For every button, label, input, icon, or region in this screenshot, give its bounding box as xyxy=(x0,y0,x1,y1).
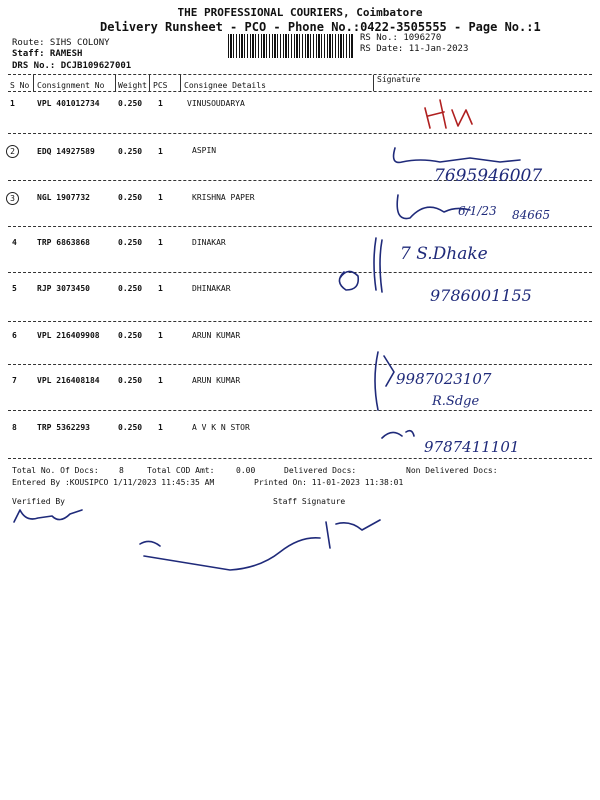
row-sno: 8 xyxy=(12,423,17,432)
drs-number: DRS No.: DCJB109627001 xyxy=(12,61,132,71)
row-pcs: 1 xyxy=(158,423,163,432)
signature-row4 xyxy=(339,238,382,292)
col-header-sno: S No xyxy=(10,81,30,90)
row-weight: 0.250 xyxy=(118,193,143,202)
row-pcs: 1 xyxy=(158,193,163,202)
row-consignment: VPL 216409908 xyxy=(37,331,100,340)
circled-number: 2 xyxy=(6,145,19,158)
col-header-consignment: Consignment No xyxy=(37,81,105,90)
row-sno: 7 xyxy=(12,376,17,385)
row-sno: 6 xyxy=(12,331,17,340)
row-pcs: 1 xyxy=(158,284,163,293)
row-consignment: VPL 216408184 xyxy=(37,376,100,385)
delivered-docs-label: Delivered Docs: xyxy=(284,466,357,475)
row-weight: 0.250 xyxy=(118,331,143,340)
row-consignee: ASPIN xyxy=(192,146,217,155)
handwritten-sign-row7: R.Sdge xyxy=(432,394,480,409)
row-consignment: EDQ 14927589 xyxy=(37,147,95,156)
signature-row8 xyxy=(382,431,414,438)
row-pcs: 1 xyxy=(158,238,163,247)
row-consignment: TRP 5362293 xyxy=(37,423,90,432)
row-consignment: TRP 6863868 xyxy=(37,238,90,247)
circled-number: 3 xyxy=(6,192,19,205)
rs-number: RS No.: 1096270 xyxy=(360,33,442,43)
row-consignment: NGL 1907732 xyxy=(37,193,90,202)
runsheet-subtitle: Delivery Runsheet - PCO - Phone No.:0422-3505555 - Page No.:1 xyxy=(100,20,541,34)
col-header-signature: Signature xyxy=(377,75,421,84)
col-header-consignee: Consignee Details xyxy=(184,81,266,90)
row-consignee: DHINAKAR xyxy=(192,284,231,293)
row-consignee: ARUN KUMAR xyxy=(192,331,241,340)
row-weight: 0.250 xyxy=(118,147,143,156)
handwritten-phone-row5: 9786001155 xyxy=(430,286,532,305)
rs-date: RS Date: 11-Jan-2023 xyxy=(360,44,469,54)
row-consignment: RJP 3073450 xyxy=(37,284,90,293)
row-consignment: VPL 401012734 xyxy=(37,99,100,108)
staff-signature xyxy=(140,520,380,570)
total-docs-label: Total No. Of Docs: xyxy=(12,466,99,475)
row-consignee: DINAKAR xyxy=(192,238,226,247)
signature-row7 xyxy=(375,352,394,410)
staff-signature-label: Staff Signature xyxy=(273,497,346,506)
verified-by-signature xyxy=(14,510,82,522)
total-cod-label: Total COD Amt: xyxy=(147,466,215,475)
staff-label: Staff: RAMESH xyxy=(12,49,83,59)
total-docs-value: 8 xyxy=(119,466,124,475)
row-consignee: A V K N STOR xyxy=(192,423,250,432)
col-header-weight: Weight xyxy=(118,81,147,90)
row-sno: 5 xyxy=(12,284,17,293)
row-weight: 0.250 xyxy=(118,284,143,293)
row-weight: 0.250 xyxy=(118,99,143,108)
row-weight: 0.250 xyxy=(118,238,143,247)
handwritten-name-row4: 7 S.Dhake xyxy=(400,244,488,264)
handwritten-date-row3: 6/1/23 xyxy=(458,204,497,218)
printed-on: Printed On: 11-01-2023 11:38:01 xyxy=(254,478,404,487)
row-pcs: 1 xyxy=(158,99,163,108)
signature-row1 xyxy=(425,100,472,128)
route-label: Route: SIHS COLONY xyxy=(12,38,110,48)
handwritten-phone-row8: 9787411101 xyxy=(424,438,520,456)
row-weight: 0.250 xyxy=(118,376,143,385)
row-consignee: VINUSOUDARYA xyxy=(187,99,245,108)
entered-by: Entered By :KOUSIPCO 1/11/2023 11:45:35 AM xyxy=(12,478,215,487)
handwritten-phone-row2: 7695946007 xyxy=(434,166,543,186)
row-weight: 0.250 xyxy=(118,423,143,432)
row-pcs: 1 xyxy=(158,147,163,156)
signature-row2 xyxy=(394,148,520,162)
handwritten-number-row3: 84665 xyxy=(512,208,551,222)
row-pcs: 1 xyxy=(158,376,163,385)
row-sno: 4 xyxy=(12,238,17,247)
row-consignee: ARUN KUMAR xyxy=(192,376,241,385)
col-header-pcs: PCS xyxy=(153,81,168,90)
row-consignee: KRISHNA PAPER xyxy=(192,193,255,202)
company-title: THE PROFESSIONAL COURIERS, Coimbatore xyxy=(177,6,423,19)
verified-by-label: Verified By xyxy=(12,497,65,506)
handwritten-phone-row7: 9987023107 xyxy=(396,370,492,388)
row-sno: 1 xyxy=(10,99,15,108)
total-cod-value: 0.00 xyxy=(236,466,256,475)
row-pcs: 1 xyxy=(158,331,163,340)
non-delivered-docs-label: Non Delivered Docs: xyxy=(406,466,498,475)
